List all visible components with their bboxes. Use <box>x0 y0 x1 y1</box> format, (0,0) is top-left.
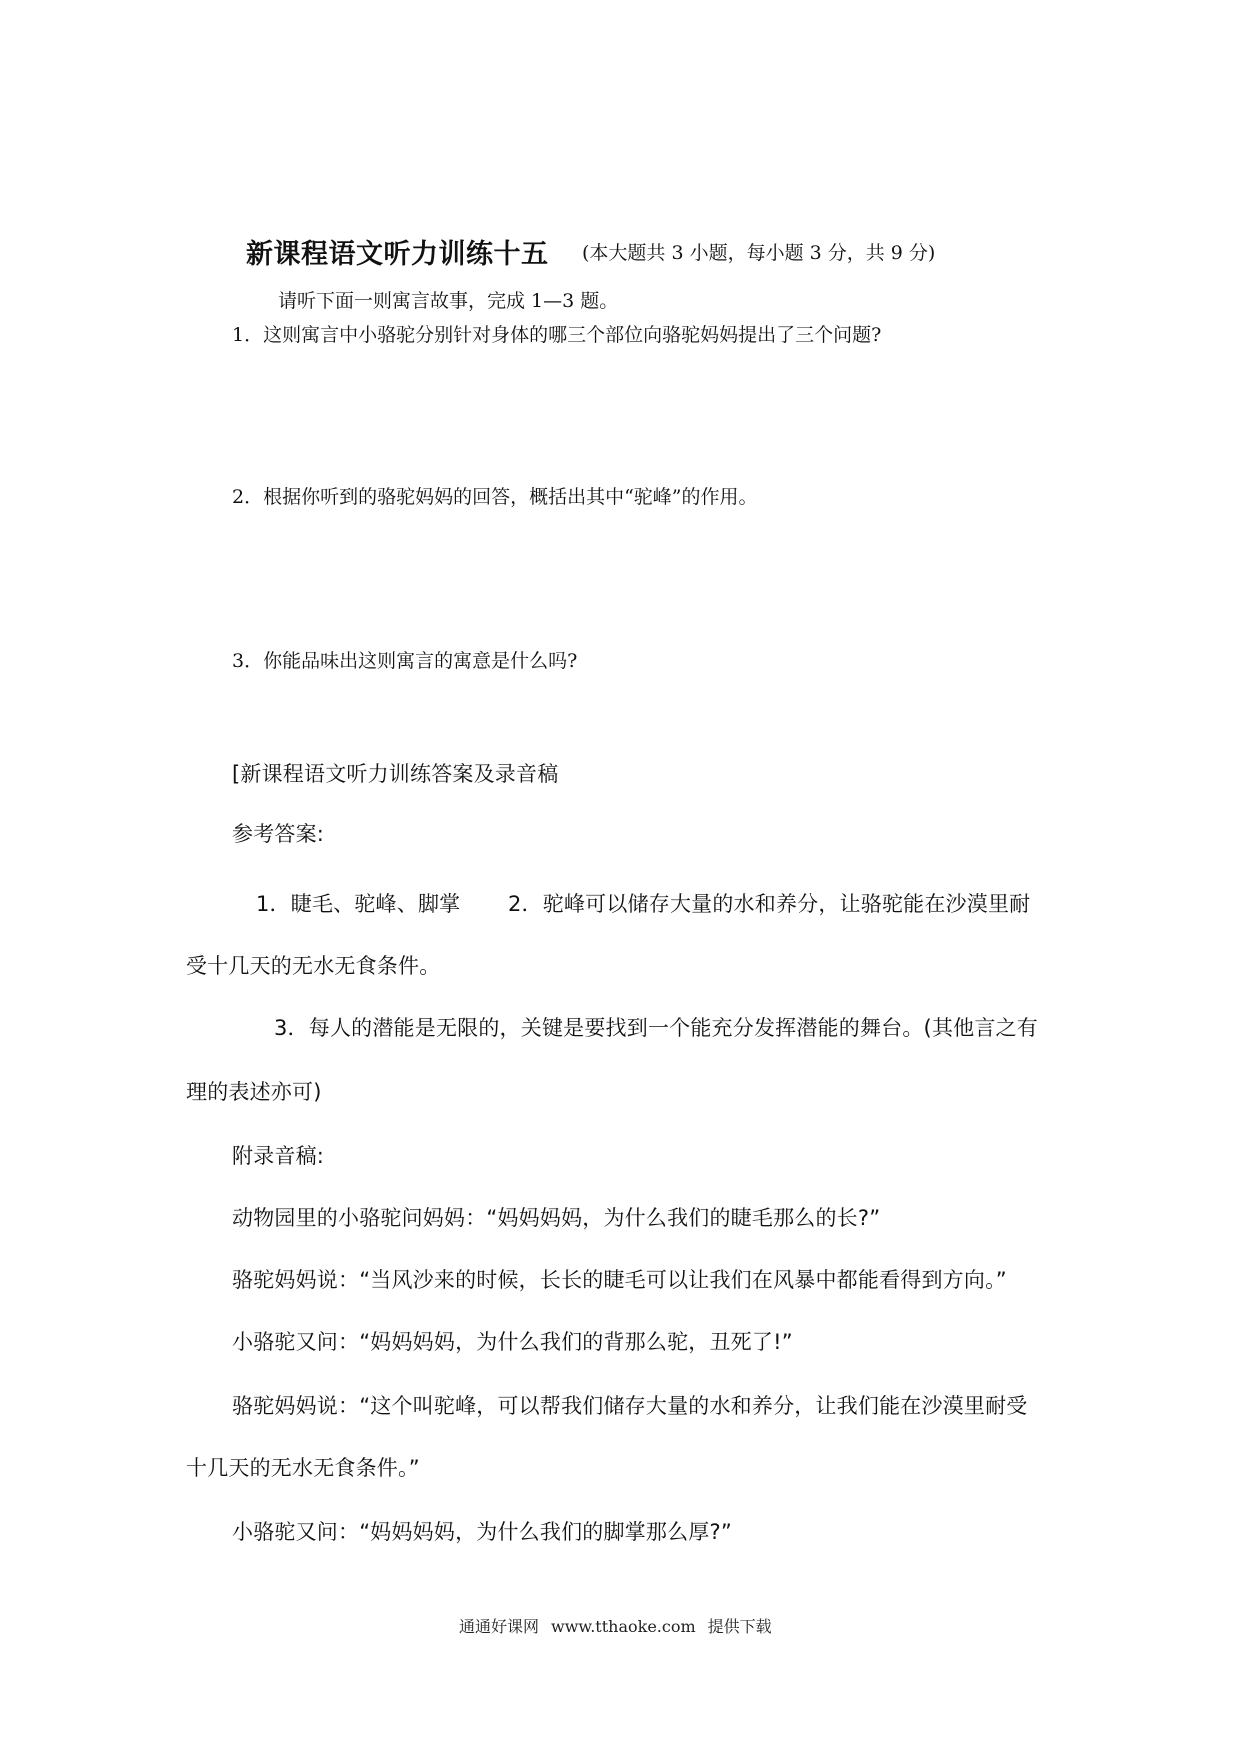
footer-site-name: 通通好课网 <box>459 1617 540 1636</box>
answer-1: 1．睫毛、驼峰、脚掌 <box>256 892 461 916</box>
answer-2-line-1: 2．驼峰可以储存大量的水和养分，让骆驼能在沙漠里耐 <box>508 892 1031 916</box>
instruction-text: 请听下面一则寓言故事，完成 1—3 题。 <box>278 290 619 312</box>
question-3: 3．你能品味出这则寓言的寓意是什么吗? <box>232 650 578 672</box>
answer-3-line-1: 3．每人的潜能是无限的，关键是要找到一个能充分发挥潜能的舞台。(其他言之有 <box>274 1016 1038 1040</box>
question-1: 1．这则寓言中小骆驼分别针对身体的哪三个部位向骆驼妈妈提出了三个问题? <box>232 324 882 346</box>
answer-2-line-2: 受十几天的无水无食条件。 <box>186 954 441 978</box>
transcript-label: 附录音稿: <box>232 1144 325 1168</box>
transcript-line-4b: 十几天的无水无食条件。” <box>186 1456 420 1480</box>
reference-answers-label: 参考答案: <box>232 822 325 846</box>
footer-url: www.tthaoke.com <box>551 1617 696 1636</box>
transcript-line-5: 小骆驼又问：“妈妈妈妈，为什么我们的脚掌那么厚?” <box>232 1520 732 1544</box>
transcript-line-3: 小骆驼又问：“妈妈妈妈，为什么我们的背那么驼，丑死了!” <box>232 1330 793 1354</box>
footer-download-text: 提供下载 <box>707 1617 772 1636</box>
score-note: (本大题共 3 小题，每小题 3 分，共 9 分) <box>582 242 936 264</box>
page-footer <box>459 1614 784 1637</box>
transcript-line-1: 动物园里的小骆驼问妈妈：“妈妈妈妈，为什么我们的睫毛那么的长?” <box>232 1206 881 1230</box>
answer-3-line-2: 理的表述亦可) <box>186 1080 322 1104</box>
answers-heading: [新课程语文听力训练答案及录音稿 <box>232 762 559 786</box>
question-2: 2．根据你听到的骆驼妈妈的回答，概括出其中“驼峰”的作用。 <box>232 486 758 508</box>
transcript-line-2: 骆驼妈妈说：“当风沙来的时候，长长的睫毛可以让我们在风暴中都能看得到方向。” <box>232 1268 1007 1292</box>
transcript-line-4a: 骆驼妈妈说：“这个叫驼峰，可以帮我们储存大量的水和养分，让我们能在沙漠里耐受 <box>232 1394 1028 1418</box>
document-title: 新课程语文听力训练十五 <box>246 239 549 270</box>
